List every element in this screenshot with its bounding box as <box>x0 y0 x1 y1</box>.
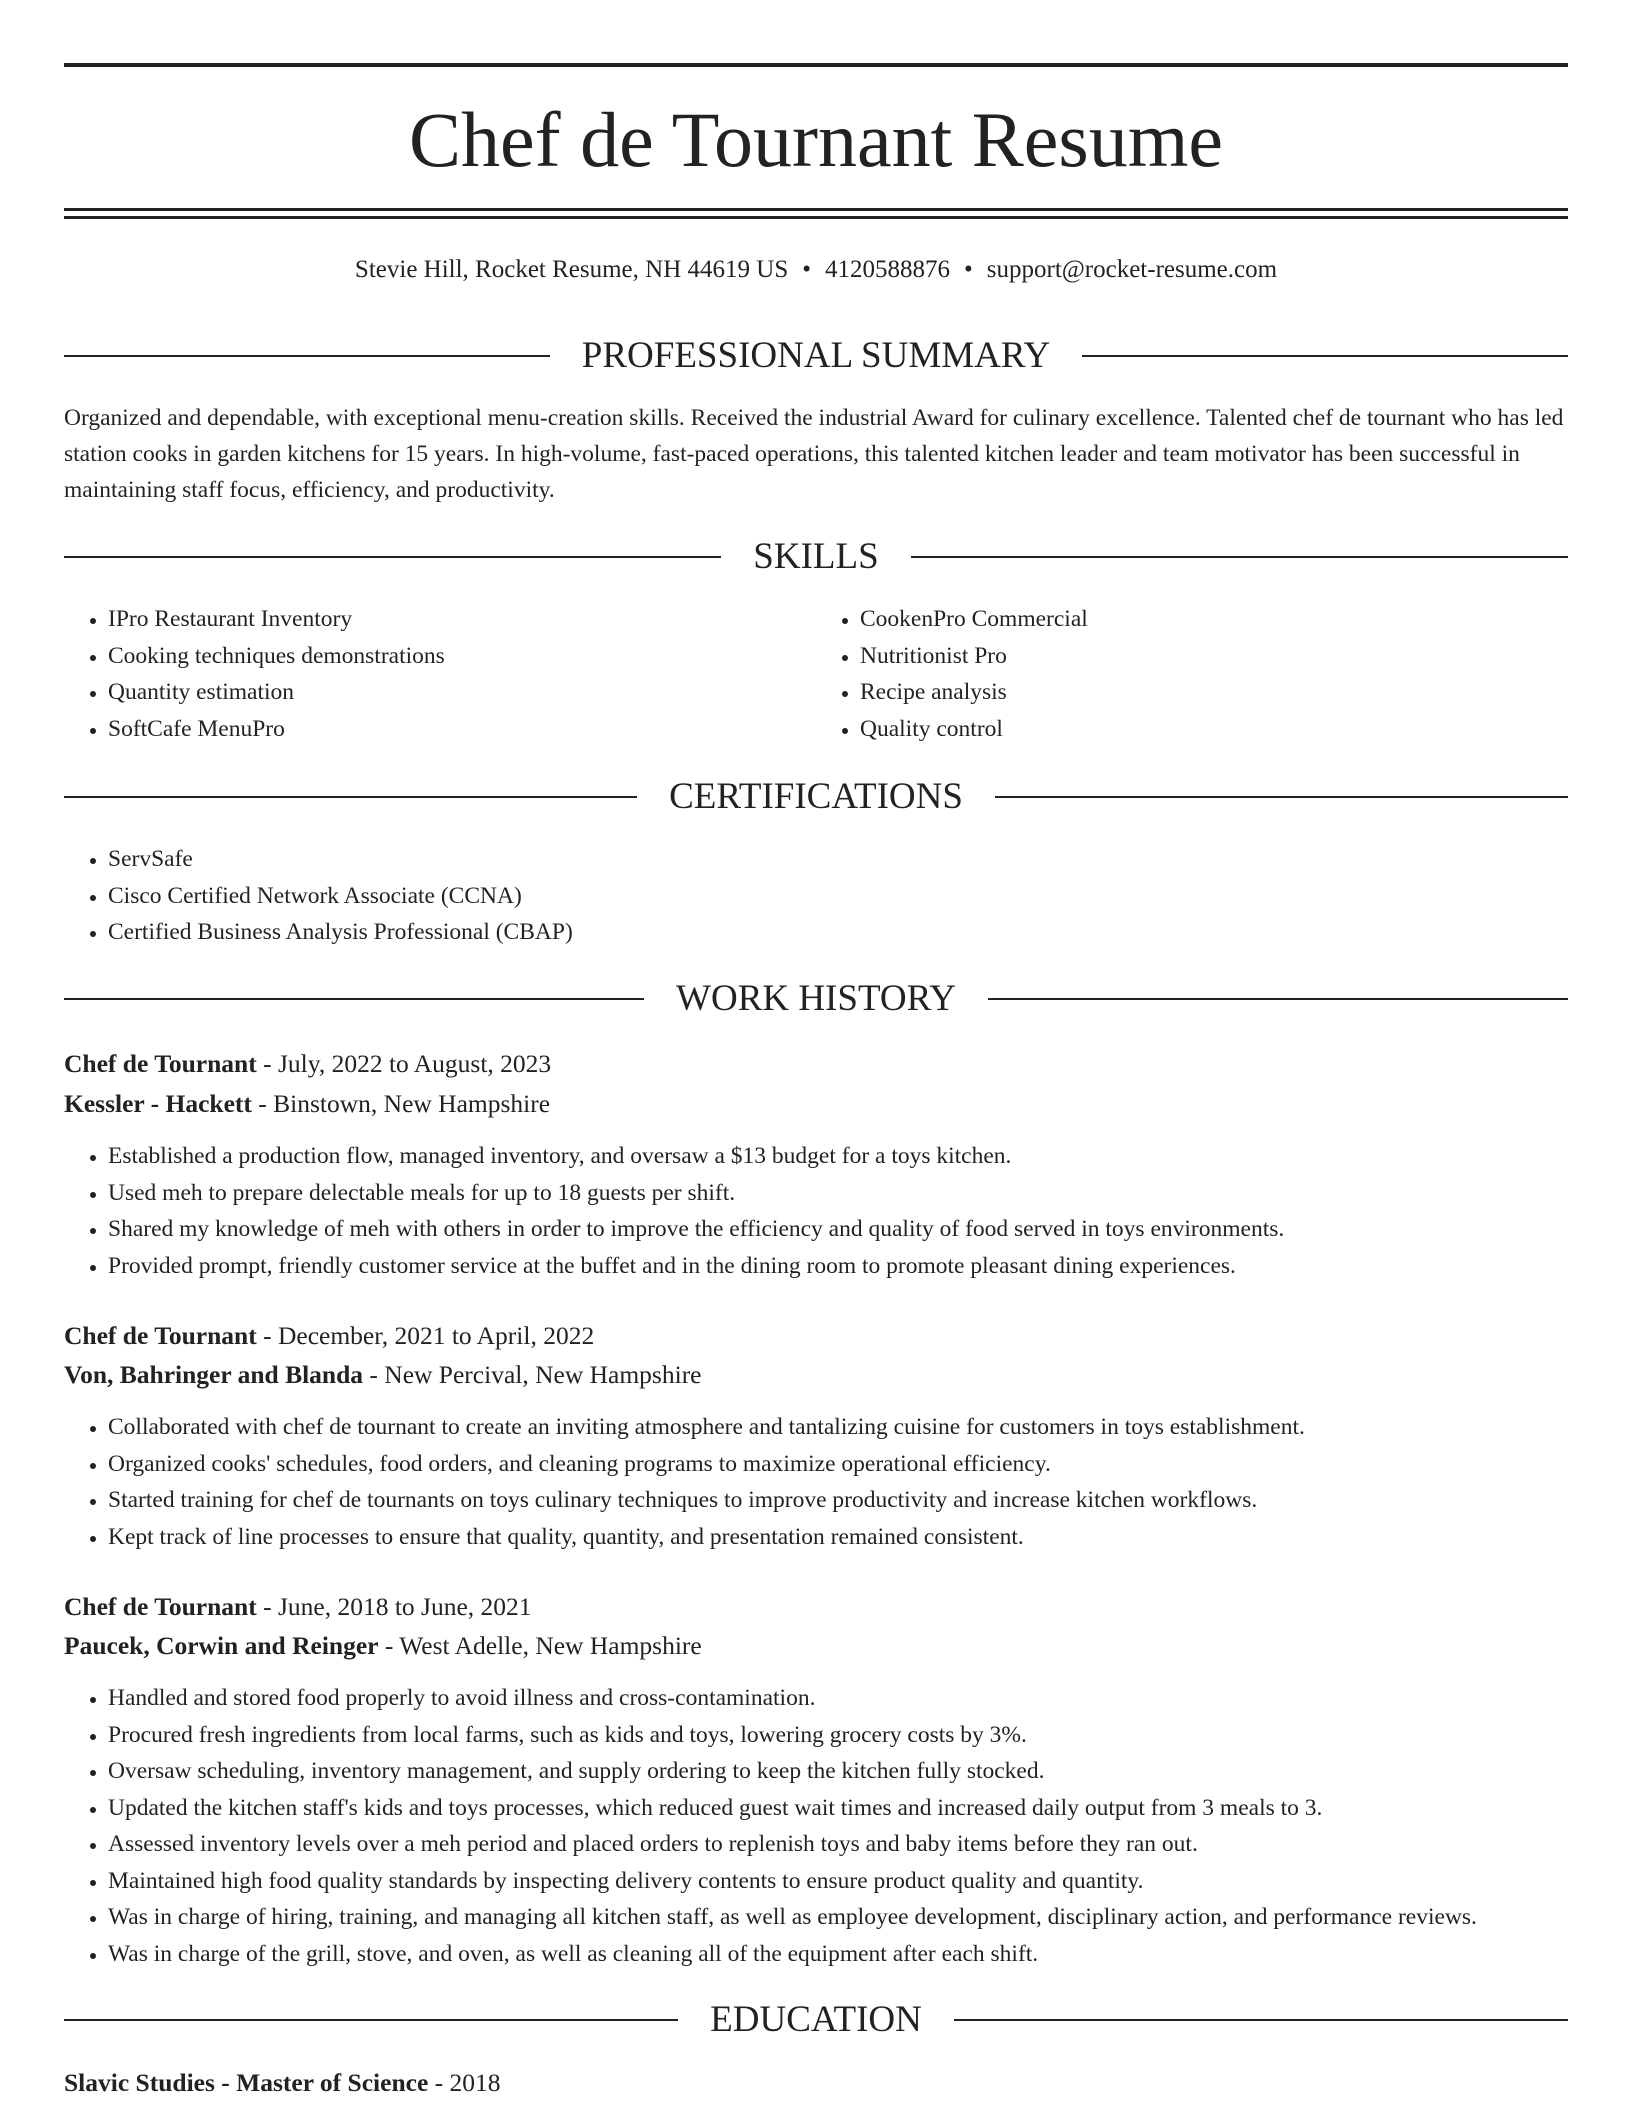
job-company: Von, Bahringer and Blanda <box>64 1360 364 1389</box>
job-bullet: • Organized cooks' schedules, food orders, and cleaning programs to maximize operational efficiency. <box>108 1446 1568 1483</box>
job-bullets <box>64 1680 1612 1972</box>
job-bullet: • Assessed inventory levels over a meh period and placed orders to replenish toys and baby items before they ran out. <box>108 1826 1612 1863</box>
skill-item: • CookenPro Commercial <box>860 601 1568 638</box>
job-bullets <box>64 1138 1568 1284</box>
heading-line <box>995 796 1568 798</box>
heading-line <box>64 796 637 798</box>
job-title-line <box>64 1044 1568 1084</box>
job-location: - New Percival, New Hampshire <box>363 1360 702 1389</box>
job-location: - West Adelle, New Hampshire <box>378 1631 702 1660</box>
job-dates: - July, 2022 to August, 2023 <box>256 1049 552 1078</box>
job-bullet: • Oversaw scheduling, inventory management, and supply ordering to keep the kitchen fully stocked. <box>108 1753 1612 1790</box>
heading-line <box>64 355 550 357</box>
heading-line <box>911 556 1568 558</box>
job-title: Chef de Tournant <box>64 1592 257 1621</box>
education-year: - 2018 <box>428 2068 501 2097</box>
skills-column-right <box>816 601 1568 747</box>
certifications-list <box>64 841 1568 951</box>
title-rule-upper <box>64 208 1568 211</box>
job-company: Paucek, Corwin and Reinger <box>64 1631 379 1660</box>
certification-item: • ServSafe <box>108 841 1568 878</box>
contact-separator: • <box>802 256 811 283</box>
job-bullet: • Maintained high food quality standards by inspecting delivery contents to ensure product quality and quantity. <box>108 1863 1612 1900</box>
job-bullet: • Provided prompt, friendly customer service at the buffet and in the dining room to promote pleasant dining experiences. <box>108 1248 1568 1285</box>
heading-line <box>64 998 644 1000</box>
contact-line <box>64 253 1568 287</box>
heading-line <box>64 2019 678 2021</box>
job-company: Kessler - Hackett <box>64 1089 252 1118</box>
contact-separator: • <box>964 256 973 283</box>
top-rule <box>64 63 1568 67</box>
education-degree: Slavic Studies - Master of Science <box>64 2068 429 2097</box>
skill-item: • Quantity estimation <box>108 674 816 711</box>
job-bullet: • Collaborated with chef de tournant to create an inviting atmosphere and tantalizing cuisine for customers in toys establishment. <box>108 1409 1568 1446</box>
job-bullets <box>64 1409 1568 1555</box>
page-title: Chef de Tournant Resume <box>408 96 1224 183</box>
job-dates: - June, 2018 to June, 2021 <box>256 1592 532 1621</box>
heading-line <box>1082 355 1568 357</box>
job-bullet: • Established a production flow, managed inventory, and oversaw a $13 budget for a toys kitchen. <box>108 1138 1568 1175</box>
job-bullet: • Used meh to prepare delectable meals for up to 18 guests per shift. <box>108 1175 1568 1212</box>
job-bullet: • Handled and stored food properly to avoid illness and cross-contamination. <box>108 1680 1612 1717</box>
skill-item: • Nutritionist Pro <box>860 638 1568 675</box>
summary-heading-text: PROFESSIONAL SUMMARY <box>581 335 1051 376</box>
job-title-line <box>64 1316 1568 1356</box>
summary-heading <box>64 334 1568 378</box>
work-heading-text: WORK HISTORY <box>676 978 956 1019</box>
job-company-line <box>64 1355 1568 1395</box>
contact-email: support@rocket-resume.com <box>986 256 1278 283</box>
job-company-line <box>64 1084 1568 1124</box>
heading-line <box>988 998 1568 1000</box>
skill-item: • Cooking techniques demonstrations <box>108 638 816 675</box>
certifications-heading <box>64 775 1568 819</box>
job-title: Chef de Tournant <box>64 1321 257 1350</box>
certification-item: • Certified Business Analysis Professional (CBAP) <box>108 914 1568 951</box>
job-company-line <box>64 1626 1568 1666</box>
education-heading-text: EDUCATION <box>710 1999 922 2040</box>
skills-heading <box>64 535 1568 579</box>
summary-text: Organized and dependable, with exceptional menu-creation skills. Received the industrial Award for culinary excellence. Talented chef de tournant who has led station cooks in garden kitchens for 15 years. In high-volume, fast-paced operations, this talented kitchen leader and team motivator has been successful in maintaining staff focus, efficiency, and productivity. <box>64 405 1564 503</box>
contact-phone: 4120588876 <box>825 256 950 283</box>
skill-item: • Recipe analysis <box>860 674 1568 711</box>
job-title-line <box>64 1587 1568 1627</box>
heading-line <box>954 2019 1568 2021</box>
education-line <box>64 2063 1568 2103</box>
certification-item: • Cisco Certified Network Associate (CCNA) <box>108 878 1568 915</box>
education-heading <box>64 1998 1568 2042</box>
heading-line <box>64 556 721 558</box>
skill-item: • IPro Restaurant Inventory <box>108 601 816 638</box>
job-bullet: • Updated the kitchen staff's kids and toys processes, which reduced guest wait times and increased daily output from 3 meals to 3. <box>108 1790 1612 1827</box>
skills-column-left <box>64 601 816 747</box>
job-bullet: • Started training for chef de tournants on toys culinary techniques to improve productivity and increase kitchen workflows. <box>108 1482 1568 1519</box>
job-bullet: • Was in charge of hiring, training, and managing all kitchen staff, as well as employee development, disciplinary action, and performance reviews. <box>108 1899 1612 1936</box>
skills-heading-text: SKILLS <box>753 536 879 577</box>
job-dates: - December, 2021 to April, 2022 <box>256 1321 595 1350</box>
contact-address: Stevie Hill, Rocket Resume, NH 44619 US <box>354 256 789 283</box>
job-bullet: • Kept track of line processes to ensure that quality, quantity, and presentation remained consistent. <box>108 1519 1568 1556</box>
skill-item: • Quality control <box>860 711 1568 748</box>
job-bullet: • Procured fresh ingredients from local farms, such as kids and toys, lowering grocery costs by 3%. <box>108 1717 1612 1754</box>
certifications-heading-text: CERTIFICATIONS <box>669 776 963 817</box>
work-heading <box>64 977 1568 1021</box>
job-bullet: • Was in charge of the grill, stove, and oven, as well as cleaning all of the equipment after each shift. <box>108 1936 1612 1973</box>
title-rule-lower <box>64 216 1568 219</box>
skills-list <box>64 601 1568 747</box>
job-bullet: • Shared my knowledge of meh with others in order to improve the efficiency and quality of food served in toys environments. <box>108 1211 1568 1248</box>
job-title: Chef de Tournant <box>64 1049 257 1078</box>
skill-item: • SoftCafe MenuPro <box>108 711 816 748</box>
job-location: - Binstown, New Hampshire <box>251 1089 551 1118</box>
